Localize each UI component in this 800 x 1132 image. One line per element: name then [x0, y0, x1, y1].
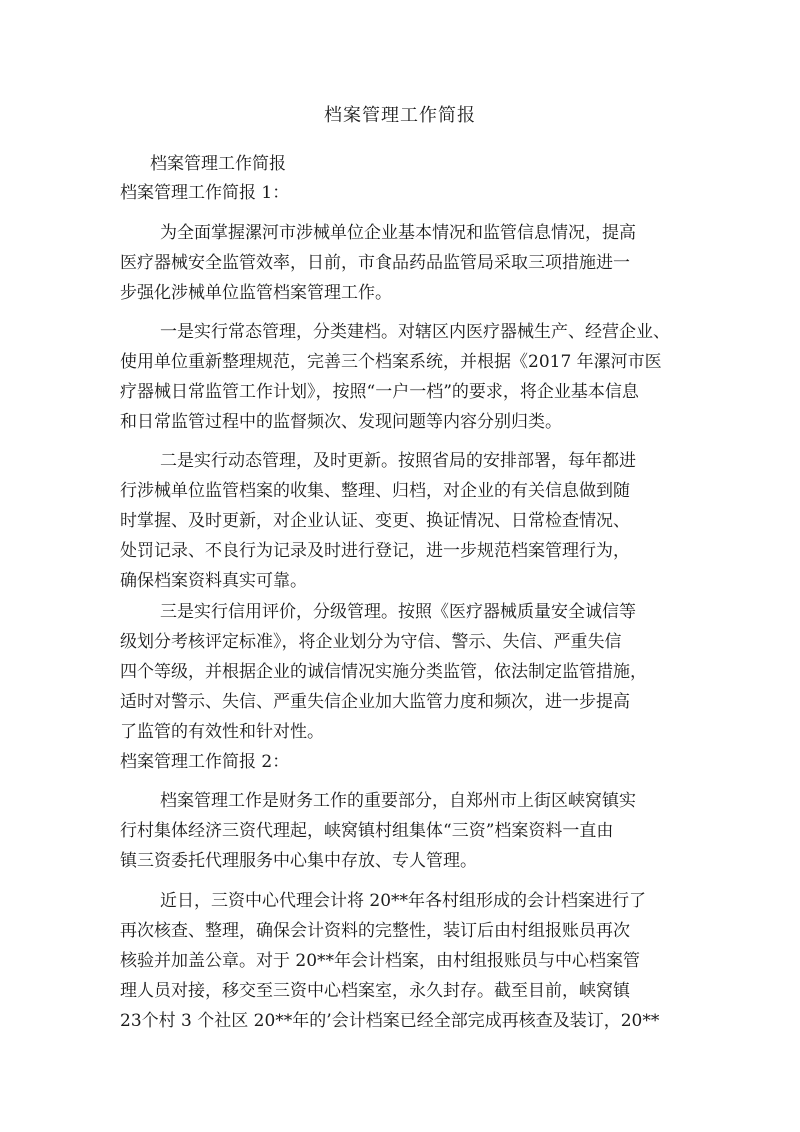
paragraph-line: 二是实行动态管理，及时更新。按照省局的安排部署，每年都进: [160, 451, 636, 471]
paragraph-line: 核验并加盖公章。对于 20**年会计档案，由村组报账员与中心档案管: [120, 951, 641, 971]
paragraph-line: 三是实行信用评价，分级管理。按照《医疗器械质量安全诚信等: [160, 602, 636, 622]
paragraph-line: 四个等级，并根据企业的诚信情况实施分类监管，依法制定监管措施，: [120, 662, 647, 682]
paragraph-line: 级划分考核评定标准》，将企业划分为守信、警示、失信、严重失信: [120, 632, 622, 652]
paragraph-line: 医疗器械安全监管效率，日前，市食品药品监管局采取三项措施进一: [120, 253, 630, 273]
paragraph-line: 一是实行常态管理，分类建档。对辖区内医疗器械生产、经营企业、: [160, 322, 670, 342]
paragraph-line: 时掌握、及时更新，对企业认证、变更、换证情况、日常检查情况、: [120, 511, 630, 531]
paragraph-line: 使用单位重新整理规范，完善三个档案系统，并根据《2017 年漯河市医: [120, 352, 662, 372]
document-title: 档案管理工作简报: [324, 105, 476, 126]
section-heading-1: 档案管理工作简报 1：: [120, 183, 290, 203]
paragraph-line: 适时对警示、失信、严重失信企业加大监管力度和频次，进一步提高: [120, 692, 630, 712]
paragraph-line: 步强化涉械单位监管档案管理工作。: [120, 283, 392, 303]
paragraph-line: 行村集体经济三资代理起，峡窝镇村组集体“三资”档案资料一直由: [120, 821, 614, 841]
paragraph-line: 确保档案资料真实可靠。: [120, 571, 307, 591]
paragraph-line: 镇三资委托代理服务中心集中存放、专人管理。: [120, 851, 477, 871]
paragraph-line: 23个村 3 个社区 20**年的’会计档案已经全部完成再核查及装订，20**: [120, 1011, 660, 1031]
paragraph-line: 和日常监管过程中的监督频次、发现问题等内容分别归类。: [120, 412, 562, 432]
paragraph-line: 处罚记录、不良行为记录及时进行登记，进一步规范档案管理行为，: [120, 541, 630, 561]
paragraph-line: 档案管理工作是财务工作的重要部分，自郑州市上街区峡窝镇实: [160, 791, 636, 811]
paragraph-line: 行涉械单位监管档案的收集、整理、归档，对企业的有关信息做到随: [120, 481, 630, 501]
paragraph-line: 再次核查、整理，确保会计资料的完整性，装订后由村组报账员再次: [120, 921, 630, 941]
paragraph-line: 为全面掌握漯河市涉械单位企业基本情况和监管信息情况，提高: [160, 223, 636, 243]
paragraph-line: 了监管的有效性和针对性。: [120, 722, 324, 742]
document-subtitle: 档案管理工作简报: [150, 154, 286, 174]
paragraph-line: 理人员对接，移交至三资中心档案室，永久封存。截至目前，峡窝镇: [120, 981, 630, 1001]
paragraph-line: 近日，三资中心代理会计将 20**年各村组形成的会计档案进行了: [160, 891, 647, 911]
paragraph-line: 疗器械日常监管工作计划》，按照“一户一档”的要求，将企业基本信息: [120, 382, 639, 402]
section-heading-2: 档案管理工作简报 2：: [120, 752, 290, 772]
